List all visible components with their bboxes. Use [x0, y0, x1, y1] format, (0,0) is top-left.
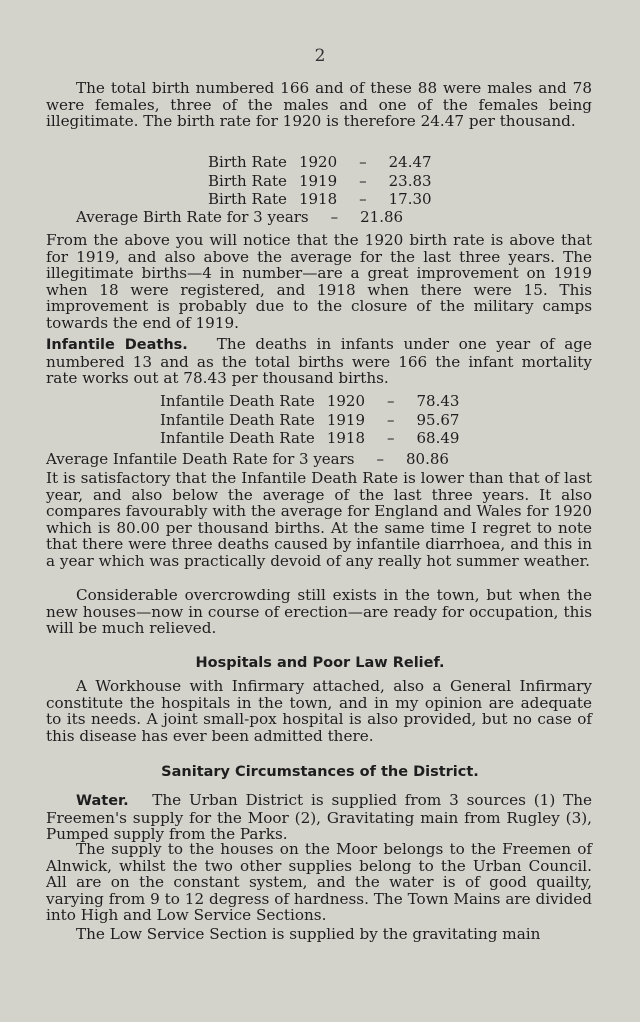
infant-comment-text: It is satisfactory that the Infantile Death Rate is lower than that of last year, and also below the average of the last three years. It also compares favourably with the average for England and Wales for 1920 which is 80.00 per thousand births. At the same time I regret to note that there were three deaths caused by infantile diarrhoea, and this in a year which was practically devoid of any really hot summer weather.: [46, 469, 592, 570]
infant-average-row: [46, 450, 449, 469]
rate-year: 1918: [326, 429, 365, 447]
rate-label: Birth Rate: [208, 153, 287, 171]
rate-dash: –: [359, 153, 367, 171]
rate-year: 1918: [298, 190, 338, 208]
rate-year: 1919: [326, 410, 365, 429]
table-row: [46, 450, 449, 469]
table-row: [160, 411, 459, 430]
rate-value: 68.49: [416, 429, 460, 447]
rate-year: 1920: [326, 392, 365, 410]
hospitals-paragraph: [46, 678, 592, 744]
low-service-paragraph: [46, 926, 592, 943]
average-label: Average Infantile Death Rate for 3 years: [46, 450, 355, 468]
water-text: The Urban District is supplied from 3 sources (1) The Freemen's supply for the Moor (2), Gravitating main from Rugley (3), Pumped supply from the Parks.: [46, 791, 592, 844]
rate-dash: –: [359, 171, 367, 190]
infantile-heading: Infantile Deaths.: [46, 337, 188, 353]
rate-year: 1919: [298, 171, 338, 190]
hospitals-text: A Workhouse with Infirmary attached, also a General Infirmary constitute the hospitals in the town, and in my opinion are adequate to its needs. A joint small-pox hospital is also provided, but no case of this disease has ever been admitted there.: [46, 677, 592, 745]
water-paragraph: [46, 792, 592, 843]
rate-value: 23.83: [388, 171, 432, 190]
overcrowding-text: Considerable overcrowding still exists in the town, but when the new houses—now in course of erection—are ready for occupation, this will be much relieved.: [46, 586, 592, 638]
average-dash: –: [330, 208, 339, 226]
rate-value: 17.30: [388, 190, 432, 208]
infant-rate-table: [160, 392, 459, 448]
supply-text: The supply to the houses on the Moor belongs to the Freemen of Alnwick, whilst the two other supplies belong to the Urban Council. All are on the constant system, and the water is of good quailty, varying from 9 to 12 degress of hardness. The Town Mains are divided into High and Low Service Sections.: [46, 840, 592, 925]
sanitary-heading: Sanitary Circumstances of the District.: [161, 764, 479, 780]
supply-paragraph: [46, 841, 592, 924]
rate-label: Infantile Death Rate: [160, 410, 315, 429]
rate-dash: –: [387, 410, 395, 429]
infantile-text: The deaths in infants under one year of age numbered 13 and as the total births were 166 the infant mortality rate works out at 78.43 per thousand births.: [46, 335, 592, 388]
rate-dash: –: [387, 392, 395, 410]
rate-label: Infantile Death Rate: [160, 392, 315, 410]
birth-comment-text: From the above you will notice that the 1920 birth rate is above that for 1919, and also above the average for the last three years. The illegitimate births—4 in number—are a great improvement on 1919 when 18 were registered, and 1918 when there were 15. This improvement is probably due to the closure of the military camps towards the end of 1919.: [46, 231, 592, 332]
birth-rate-table: [208, 153, 432, 209]
births-paragraph: [46, 80, 592, 130]
table-row: [160, 392, 459, 411]
birth-average-row: [76, 208, 403, 227]
rate-year: 1920: [298, 153, 338, 171]
table-row: [208, 190, 432, 209]
infant-comment-paragraph: [46, 470, 592, 570]
average-value: 21.86: [360, 208, 404, 226]
average-value: 80.86: [406, 450, 449, 468]
rate-dash: –: [359, 190, 367, 208]
rate-dash: –: [387, 429, 395, 447]
birth-comment-paragraph: [46, 232, 592, 332]
rate-label: Birth Rate: [208, 190, 287, 208]
rate-value: 95.67: [416, 410, 460, 429]
overcrowding-paragraph: [46, 587, 592, 637]
infantile-paragraph: [46, 336, 592, 387]
low-service-text: The Low Service Section is supplied by the gravitating main: [76, 925, 541, 943]
rate-value: 78.43: [416, 392, 460, 410]
average-label: Average Birth Rate for 3 years: [76, 208, 309, 226]
table-row: [208, 153, 432, 172]
page-number: 2: [314, 46, 326, 66]
average-dash: –: [376, 450, 384, 468]
water-heading: Water.: [76, 793, 129, 809]
rate-label: Infantile Death Rate: [160, 429, 315, 447]
births-text: The total birth numbered 166 and of these 88 were males and 78 were females, three of the males and one of the females being illegitimate. The birth rate for 1920 is therefore 24.47 per thousand.: [46, 79, 592, 131]
hospitals-heading: Hospitals and Poor Law Relief.: [195, 655, 445, 671]
rate-value: 24.47: [388, 153, 432, 171]
table-row: [160, 429, 459, 448]
rate-label: Birth Rate: [208, 171, 287, 190]
table-row: [76, 208, 403, 227]
table-row: [208, 172, 432, 191]
